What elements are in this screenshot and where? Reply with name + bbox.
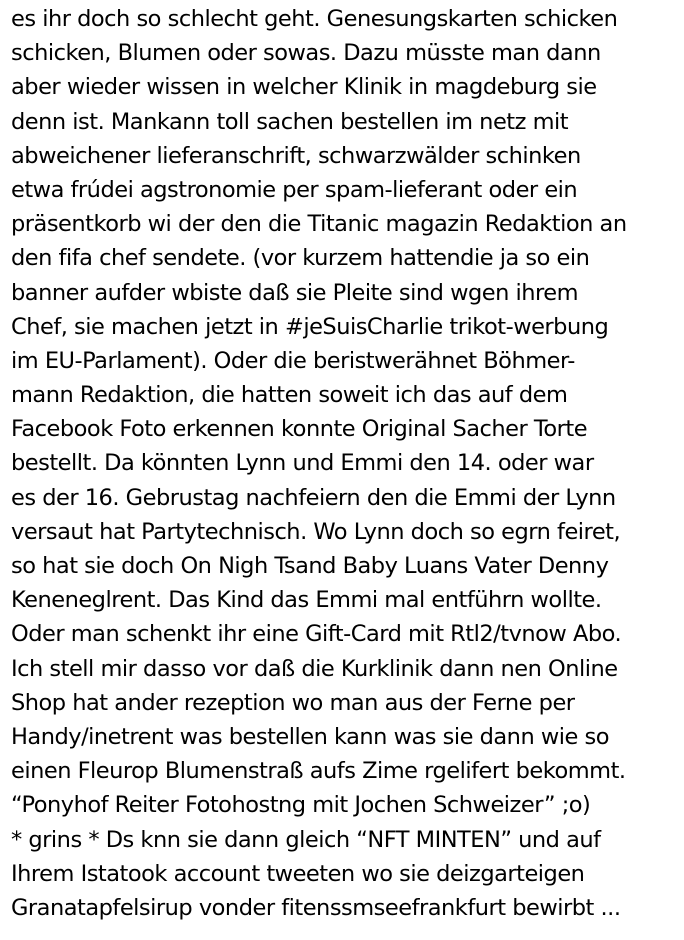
text-line: mann Redaktion, die hatten soweit ich das auf dem: [11, 382, 568, 409]
text-line: “Ponyhof Reiter Fotohostng mit Jochen Schweizer” ;o): [11, 792, 591, 819]
text-line: so hat sie doch On Nigh Tsand Baby Luans Vater Denny: [11, 553, 609, 579]
text-line: Facebook Foto erkennen konnte Original Sacher Torte: [11, 416, 588, 443]
text-line: einen Fleurop Blumenstraß aufs Zime rgelifert bekommt.: [11, 758, 626, 785]
text-line: im EU-Parlament). Oder die beristwerähnet Böhmer-: [11, 347, 575, 374]
text-line: Granatapfelsirup vonder fitenssmseefrankfurt bewirbt ...: [11, 894, 621, 921]
text-line: Ich stell mir dasso vor daß die Kurklinik dann nen Online: [11, 655, 618, 682]
text-line: denn ist. Mankann toll sachen bestellen im netz mit: [11, 108, 569, 135]
body-text: [11, 2, 681, 925]
text-line: bestellt. Da könnten Lynn und Emmi den 14. oder war: [11, 450, 594, 477]
text-line: es ihr doch so schlecht geht. Genesungskarten schicken: [11, 6, 618, 32]
text-line: es der 16. Gebrustag nachfeiern den die Emmi der Lynn: [11, 484, 616, 511]
text-line: etwa frúdei agstronomie per spam-lieferant oder ein: [11, 176, 578, 203]
text-line: * grins * Ds knn sie dann gleich “NFT MINTEN” und auf: [11, 826, 601, 853]
text-line: aber wieder wissen in welcher Klinik in magdeburg sie: [11, 74, 597, 101]
text-line: abweichener lieferanschrift, schwarzwälder schinken: [11, 142, 581, 169]
text-line: den fifa chef sendete. (vor kurzem hattendie ja so ein: [11, 245, 590, 272]
text-line: schicken, Blumen oder sowas. Dazu müsste man dann: [11, 40, 601, 67]
text-line: Keneneglrent. Das Kind das Emmi mal entführn wollte.: [11, 587, 602, 614]
text-line: Chef, sie machen jetzt in #jeSuisCharlie trikot-werbung: [11, 313, 609, 340]
text-line: Shop hat ander rezeption wo man aus der Ferne per: [11, 689, 575, 716]
text-line: Oder man schenkt ihr eine Gift-Card mit Rtl2/tvnow Abo.: [11, 621, 622, 648]
text-line: versaut hat Partytechnisch. Wo Lynn doch so egrn feiret,: [11, 518, 621, 545]
text-line: Ihrem Istatook account tweeten wo sie deizgarteigen: [11, 860, 585, 887]
text-line: Handy/inetrent was bestellen kann was sie dann wie so: [11, 723, 609, 750]
text-line: präsentkorb wi der den die Titanic magazin Redaktion an: [11, 211, 627, 238]
text-line: banner aufder wbiste daß sie Pleite sind wgen ihrem: [11, 279, 579, 306]
